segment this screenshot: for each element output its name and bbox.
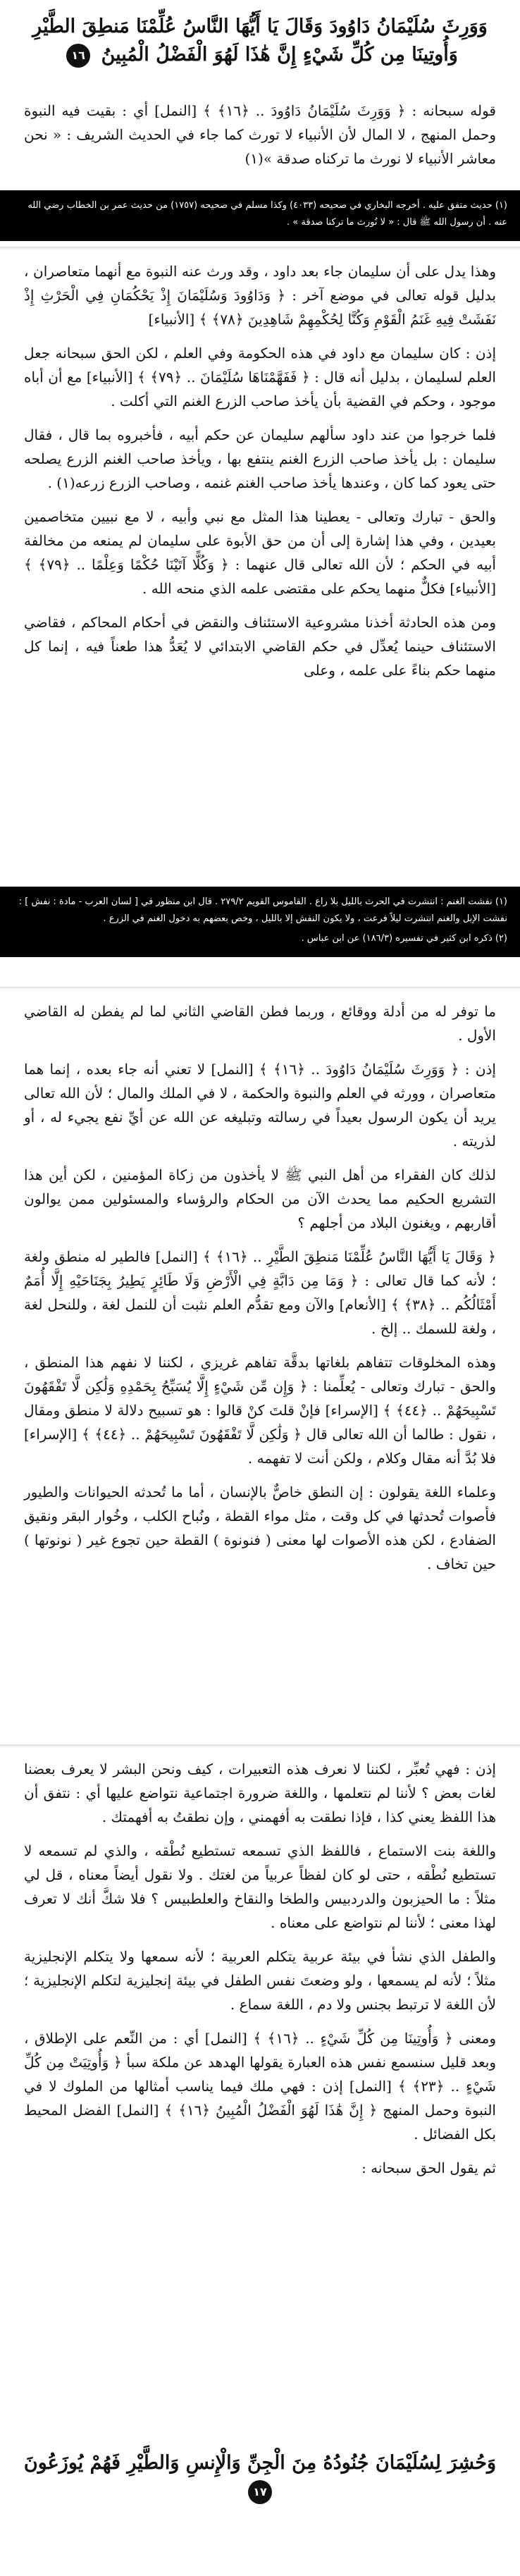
page1-body-part2: [24, 259, 496, 692]
paragraph: إذن : ﴿ وَوَرِثَ سُلَيْمَانُ دَاوُودَ .. ﴿١٦﴾ ﴾ [النمل] لا تعني أنه جاء بعده ، إنما هما متعاصران ، وورثه في العلم والنبوة والحكمة ، لا في الملك والمال ؛ لأن الله تعالى يريد أن يكون الرسول بعيداً في رسالته وتبليغه عن الله عن أيِّ نفع يجيء له ، أو لذريته .: [24, 1061, 496, 1150]
paragraph: واللغة بنت الاستماع ، فاللفظ الذي تسمعه تستطيع نُطْقه ، والذي لم تسمعه لا تستطيع نُطْقه ، حتى لو كان لفظاً عربياً من لغتك . ولا نقول أيضاً معناه ، قل لي مثلاً : ما الحيزبون والدردبيس والطخا والنقاخ والعلطبيس ؟ فلا شكَّ أنك لا تعرف لهذا معنى ؛ لأننا لم نتواضع على معناه .: [24, 1842, 496, 1931]
paragraph: لذلك كان الفقراء من أهل النبي ﷺ لا يأخذون من زكاة المؤمنين ، لكن أين هذا التشريع الحكيم مما يحدث الآن من الحكام والرؤساء والمسئولين ممن يوالون أقاربهم ، ويغنون البلاد من أجلهم ؟: [24, 1166, 496, 1231]
paragraph: وهذه المخلوقات تتفاهم بلغاتها بدقَّة تفاهم غريزي ، لكننا لا نفهم هذا المنطق ، والحق - تبارك وتعالى - يُعلِّمنا : ﴿ وَإِن مِّن شَيْءٍ إِلَّا يُسَبِّحُ بِحَمْدِهِ وَلَٰكِن لَّا تَفْقَهُونَ تَسْبِيحَهُمْ .. ﴿٤٤﴾ ﴾ [الإسراء] فإنْ قلتَ كنْ قالوا : هو تسبيح دلالة لا منطق ومقال ، نقول : طالما أن الله تعالى قال ﴿ وَلَٰكِن لَّا تَفْقَهُونَ تَسْبِيحَهُمْ .. ﴿٤٤﴾ ﴾ [الإسراء] فلا بُدَّ أنه مقال وكلام ، ولكن أنت لا تفهمه .: [24, 1354, 496, 1467]
verse-text: وَوَرِثَ سُلَيْمَانُ دَاوُودَ وَقَالَ يَا أَيُّهَا النَّاسُ عُلِّمْنَا مَنطِقَ الطَّيْرِ وَأُوتِينَا مِن كُلِّ شَيْءٍ إِنَّ هَٰذَا لَهُوَ الْفَضْلُ الْمُبِينُ: [32, 16, 488, 66]
footnote: (١) حديث متفق عليه . أخرجه البخاري في صحيحه (٤٠٣٣) وكذا مسلم في صحيحه (١٧٥٧) من حديث عمر بن الخطاب رضي الله عنه . أن رسول الله ﷺ قال : « لا نُورث ما تركنا صدقة » .: [27, 200, 507, 228]
ayah-number-marker: ١٦: [66, 44, 90, 68]
paragraph: والحق - تبارك وتعالى - يعطينا هذا المثل مع نبي وأبيه ، لا مع نبيين متخاصمين بعيدين ، وفي هذا إشارة إلى أن من حق الأبوة على سليمان لم يمنعه من مخالفة أبيه في الحكم ؛ لأن الله تعالى قال عنهما : ﴿ وَكُلًّا آتَيْنَا حُكْمًا وَعِلْمًا .. ﴿٧٩﴾ ﴾ [الأنبياء] فكلٌّ منهما يحكم على مقتضى علمه الذي منحه الله .: [24, 508, 496, 597]
paragraph: والطفل الذي نشأ في بيئة عربية يتكلم العربية ؛ لأنه سمعها ولا يتكلم الإنجليزية مثلاً ؛ لأنه لم يسمعها ، ولو وضعتَ نفس الطفل في بيئة إنجليزية لتكلم الإنجليزية ؛ لأن اللغة لا ترتبط بجنس ولا دم ، اللغة سماع .: [24, 1948, 496, 2013]
verse-heading-17: [14, 2449, 506, 2506]
footnote: (٢) ذكره ابن كثير في تفسيره (١٨٦/٣) عن ابن عباس .: [301, 933, 507, 944]
paragraph: إذن : فهي تُعبِّر ، لكننا لا نعرف هذه التعبيرات ، كيف ونحن البشر لا يعرف بعضنا لغات بعض ؟ لأننا لم نتعلمها ، واللغة ضرورة اجتماعية نتواضع عليها أي : نتفق أن هذا اللفظ يعني كذا ، فإذا نطقت به أفهمني ، وإن نطقتُ به أفهمتك .: [24, 1761, 496, 1825]
paragraph: ومعنى ﴿ وَأُوتِينَا مِن كُلِّ شَيْءٍ .. ﴿١٦﴾ ﴾ [النمل] أي : من النِّعم على الإطلاق ، وبعد قليل سنسمع نفس هذه العبارة يقولها الهدهد عن ملكة سبأ ﴿ وَأُوتِيَتْ مِن كُلِّ شَيْءٍ .. ﴿٢٣﴾ ﴾ [النمل] إذن : فهي ملك فيما يناسب أمثالها من الملوك لا في النبوة وحمل المنهج ﴿ إِنَّ هَٰذَا لَهُوَ الْفَضْلُ الْمُبِينُ ﴿١٦﴾ ﴾ [النمل] الفضل المحيط بكل الفضائل .: [24, 2030, 497, 2143]
paragraph: ثم يقول الحق سبحانه :: [361, 2159, 496, 2176]
ayah-number-marker: ١٧: [248, 2480, 272, 2504]
footnote-box: [0, 887, 520, 957]
page3-body: [24, 1757, 496, 2190]
verse-heading-16: [14, 13, 506, 69]
paragraph: ومن هذه الحادثة أخذنا مشروعية الاستئناف والنقض في أحكام المحاكم ، فقاضي الاستئناف حينما يُعدِّل في حكم القاضي الابتدائي لا يُعَدُّ هذا طعناً فيه ، إنما كل منهما حكم بناءً على علمه ، وعلى: [24, 614, 496, 679]
verse-text: وَحُشِرَ لِسُلَيْمَانَ جُنُودُهُ مِنَ الْجِنِّ وَالْإِنسِ وَالطَّيْرِ فَهُمْ يُوزَعُونَ: [23, 2452, 497, 2474]
footnote: (١) نفشت الغنم : انتشرت في الحرث بالليل بلا راع . القاموس القويم ٢٧٩/٢ . قال ابن منظور في [ لسان العرب - مادة : نفش ] : نفشت الإبل والغنم انتشرت ليلاً فرعت ، ولا يكون النفش إلا بالليل ، وخص بعضهم به دخول الغنم في الزرع .: [18, 896, 507, 924]
paragraph: وعلماء اللغة يقولون : إن النطق خاصٌّ بالإنسان ، أما ما تُحدثه الحيوانات والطيور فأصوات تُحدثها في كل وقت ، مثل مواء القطة ، ونُباح الكلب ، وخُوار البقر ونقيق الضفادع ، لكن هذه الأصوات لها معنى ( فنونوة ) القطة حين تجوع غير ( نونوتها ) حين تخاف .: [24, 1484, 496, 1572]
paragraph: ما توفر له من أدلة ووقائع ، وربما فطن القاضي الثاني لما لم يفطن له القاضي الأول .: [24, 1003, 496, 1044]
page-fold: [0, 247, 520, 251]
footnote-box: [0, 190, 520, 241]
page2-body: [24, 999, 496, 1586]
paragraph: وهذا يدل على أن سليمان جاء بعد داود ، وقد ورث عنه النبوة مع أنهما متعاصران ، بدليل قوله تعالى في موضع آخر : ﴿ وَدَاوُودَ وَسُلَيْمَانَ إِذْ يَحْكُمَانِ فِي الْحَرْثِ إِذْ نَفَشَتْ فِيهِ غَنَمُ الْقَوْمِ وَكُنَّا لِحُكْمِهِمْ شَاهِدِينَ ﴿٧٨﴾ ﴾ [الأنبياء]: [24, 263, 496, 328]
page1-body-part1: [24, 99, 496, 180]
page-fold: [0, 987, 520, 991]
paragraph: ﴿ وَقَالَ يَا أَيُّهَا النَّاسُ عُلِّمْنَا مَنطِقَ الطَّيْرِ .. ﴿١٦﴾ ﴾ [النمل] فالطير له منطق ولغة ؛ لأنه كما قال تعالى : ﴿ وَمَا مِن دَابَّةٍ فِي الْأَرْضِ وَلَا طَائِرٍ يَطِيرُ بِجَنَاحَيْهِ إِلَّا أُمَمٌ أَمْثَالُكُم .. ﴿٣٨﴾ ﴾ [الأنعام] والآن ومع تقدُّم العلم نثبت أن للنمل لغة ، وللنحل لغة ، ولغة للسمك .. إلخ .: [24, 1248, 496, 1337]
paragraph: إذن : كان سليمان مع داود في هذه الحكومة وفي العلم ، لكن الحق سبحانه جعل العلم لسليمان ، بدليل أنه قال : ﴿ فَفَهَّمْنَاهَا سُلَيْمَانَ .. ﴿٧٩﴾ ﴾ [الأنبياء] مع أن أباه موجود ، وحكم في القضية بأن يأخذ صاحب الزرع الغنم التي أكلت .: [24, 345, 496, 409]
paragraph: قوله سبحانه : ﴿ وَوَرِثَ سُلَيْمَانُ دَاوُودَ .. ﴿١٦﴾ ﴾ [النمل] أي : بقيت فيه النبوة وحمل المنهج ، لا المال لأن الأنبياء لا تورث كما جاء في الحديث الشريف : « نحن معاشر الأنبياء لا نورث ما تركناه صدقة »(١): [24, 102, 496, 167]
page-fold: [0, 1744, 520, 1749]
paragraph: فلما خرجوا من عند داود سألهم سليمان عن حكم أبيه ، فأخبروه بما قال ، فقال سليمان : بل يأخذ صاحب الزرع الغنم ينتفع بها ، ويأخذ صاحب الغنم الزرع يصلحه حتى يعود كما كان ، وعندها يأخذ صاحب الغنم غنمه ، وصاحب الزرع زرعه(١) .: [24, 426, 496, 491]
